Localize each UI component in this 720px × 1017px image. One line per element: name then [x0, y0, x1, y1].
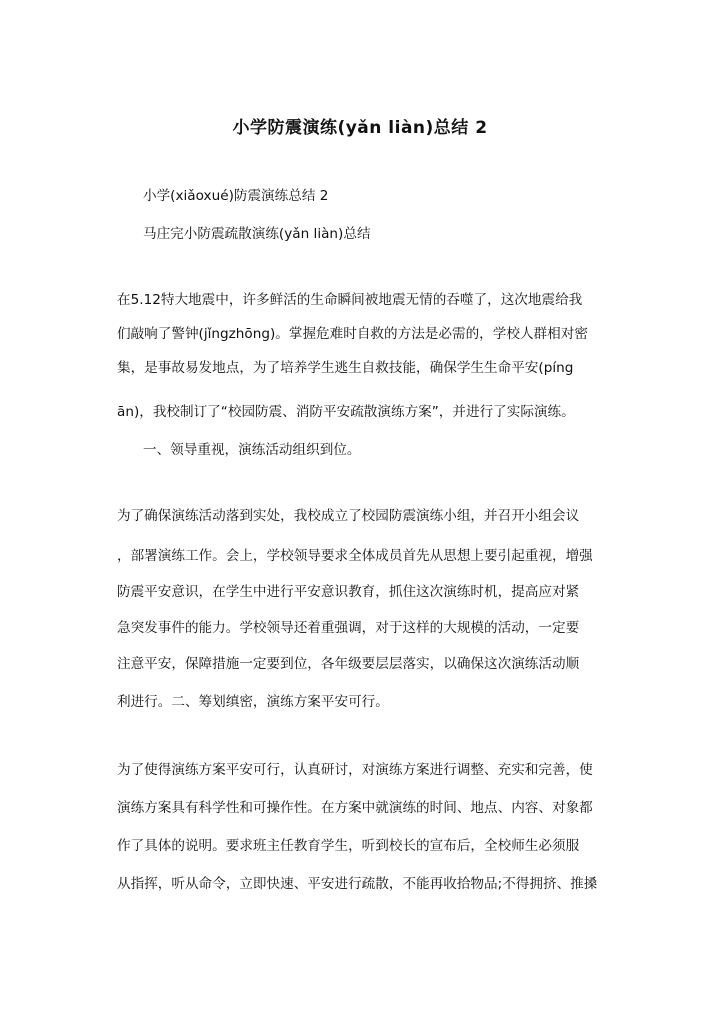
subtitle-line-1: 小学(xiǎoxué)防震演练总结 2 — [143, 188, 329, 204]
paragraph-3-line-1: 为了使得演练方案平安可行，认真研讨，对演练方案进行调整、充实和完善，使 — [117, 762, 593, 778]
paragraph-3-line-2: 演练方案具有科学性和可操作性。在方案中就演练的时间、地点、内容、对象都 — [117, 800, 593, 816]
paragraph-1-line-3: 集，是事故易发地点，为了培养学生逃生自救技能，确保学生生命平安(píng — [117, 360, 574, 376]
paragraph-3-line-4: 从指挥，听从命令，立即快速、平安进行疏散，不能再收拾物品;不得拥挤、推搡 — [117, 876, 598, 892]
paragraph-2-line-6: 利进行。二、筹划缜密，演练方案平安可行。 — [117, 694, 389, 710]
paragraph-2-line-1: 为了确保演练活动落到实处，我校成立了校园防震演练小组，并召开小组会议 — [117, 508, 580, 524]
paragraph-2-line-3: 防震平安意识，在学生中进行平安意识教育，抓住这次演练时机，提高应对紧 — [117, 584, 580, 600]
section-heading-1: 一、领导重视，演练活动组织到位。 — [143, 442, 361, 458]
paragraph-2-line-5: 注意平安，保障措施一定要到位，各年级要层层落实，以确保这次演练活动顺 — [117, 656, 580, 672]
paragraph-3-line-3: 作了具体的说明。要求班主任教育学生，听到校长的宣布后，全校师生必须服 — [117, 838, 580, 854]
paragraph-1-line-2: 们敲响了警钟(jǐngzhōng)。掌握危难时自救的方法是必需的，学校人群相对密 — [117, 326, 588, 342]
document-title: 小学防震演练(yǎn liàn)总结 2 — [232, 118, 488, 138]
paragraph-2-line-4: 急突发事件的能力。学校领导还着重强调，对于这样的大规模的活动，一定要 — [117, 620, 580, 636]
paragraph-1-line-4: ān)，我校制订了“校园防震、消防平安疏散演练方案”，并进行了实际演练。 — [117, 404, 575, 420]
subtitle-line-2: 马庄完小防震疏散演练(yǎn liàn)总结 — [143, 226, 371, 242]
paragraph-2-line-2: ，部署演练工作。会上，学校领导要求全体成员首先从思想上要引起重视，增强 — [117, 548, 593, 564]
paragraph-1-line-1: 在5.12特大地震中，许多鲜活的生命瞬间被地震无情的吞噬了，这次地震给我 — [117, 292, 583, 308]
